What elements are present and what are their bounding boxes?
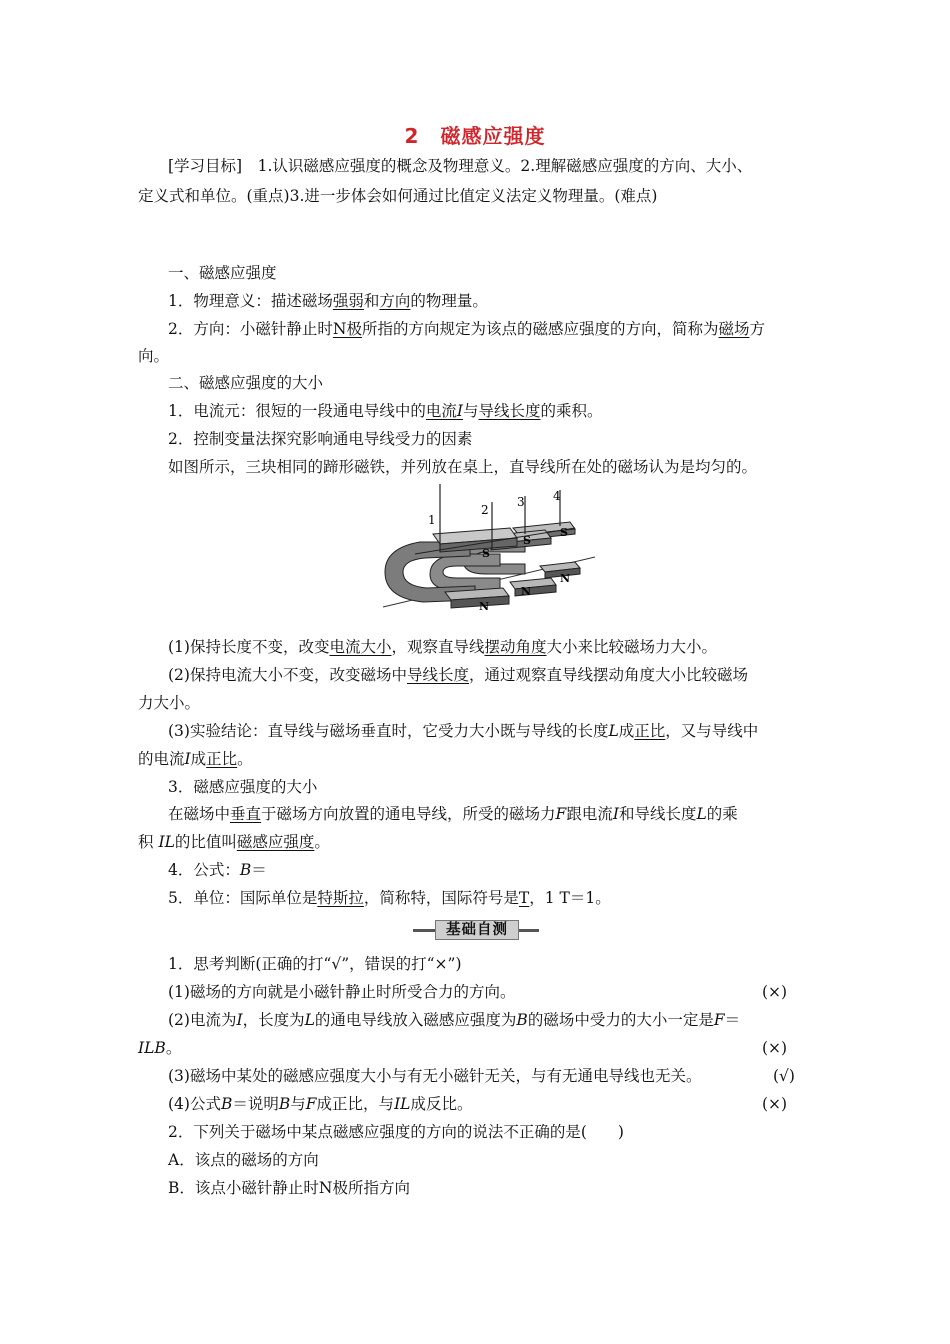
- blank-answer: 垂直: [230, 805, 262, 823]
- objectives-line-2: 定义式和单位。(重点)3.进一步体会如何通过比值定义法定义物理量。(难点): [138, 187, 658, 205]
- text: 方: [749, 320, 765, 338]
- question-2: 2．下列关于磁场中某点磁感应强度的方向的说法不正确的是( ): [168, 1123, 624, 1141]
- text: 的磁场中受力的大小一定是: [527, 1011, 714, 1029]
- current-element: [168, 400, 603, 422]
- text: 。: [165, 1039, 182, 1057]
- judgement-2: [168, 1009, 740, 1031]
- symbol: B: [239, 861, 252, 879]
- section-1-heading: 一、磁感应强度: [168, 264, 277, 282]
- objectives-label: [学习目标]: [168, 157, 243, 175]
- option-a: A．该点的磁场的方向: [168, 1151, 319, 1169]
- text: (2)电流为: [168, 1011, 237, 1029]
- magnitude-definition: [168, 803, 738, 825]
- text: ＝: [251, 861, 267, 879]
- blank-answer: 电流大小: [329, 638, 392, 656]
- magnitude-definition-cont: [138, 831, 330, 853]
- blank-answer: 方向: [379, 292, 411, 310]
- text: ，简称特，国际符号是: [363, 889, 519, 907]
- pole-s-2: S: [523, 534, 531, 547]
- control-variable-heading: 2．控制变量法探究影响通电导线受力的因素: [168, 430, 473, 448]
- step-3: [168, 720, 758, 742]
- text: 成: [190, 750, 207, 768]
- text: (3)实验结论：直导线与磁场垂直时，它受力大小既与导线的长度: [168, 722, 609, 740]
- magnet-experiment-figure: [375, 482, 605, 612]
- blank-answer: 特斯拉: [317, 889, 364, 907]
- pole-n-1: N: [479, 600, 490, 612]
- text: 的电流: [138, 750, 185, 768]
- direction-definition: [168, 318, 765, 340]
- step-3-cont: [138, 748, 253, 770]
- blank-answer: 磁场: [718, 320, 750, 338]
- step-2-cont: 力大小。: [138, 694, 201, 712]
- symbol: B: [278, 1095, 291, 1113]
- blank-answer: 强弱: [332, 292, 364, 310]
- text: 跟电流: [566, 805, 613, 823]
- text: 1．电流元：很短的一段通电导线中的: [168, 402, 426, 420]
- text: 于磁场方向放置的通电导线，所受的磁场力: [261, 805, 556, 823]
- text: 成反比。: [410, 1095, 473, 1113]
- text: 和: [363, 292, 380, 310]
- text: 2．方向：小磁针静止时: [168, 320, 333, 338]
- direction-definition-cont: 向。: [138, 347, 170, 365]
- text: 的物理量。: [410, 292, 488, 310]
- text: 积: [138, 833, 154, 851]
- text: (1)保持长度不变，改变: [168, 638, 330, 656]
- symbol: B: [516, 1011, 528, 1029]
- objectives-line-1: [168, 155, 752, 177]
- symbol: I: [236, 1011, 243, 1029]
- text: ，又与导线中: [665, 722, 759, 740]
- text: ，长度为: [242, 1011, 305, 1029]
- judgement-1-answer: (×): [762, 983, 788, 1001]
- judgement-4: [168, 1093, 473, 1115]
- blank-answer: 导线长度: [406, 666, 469, 684]
- text: 成: [618, 722, 635, 740]
- symbol: F: [555, 805, 567, 823]
- text: 和导线长度: [618, 805, 697, 823]
- blank-answer: 磁感应强度: [236, 833, 315, 851]
- section-banner: [413, 919, 539, 941]
- label-2: 2: [481, 503, 489, 517]
- section-2-heading: 二、磁感应强度的大小: [168, 374, 324, 392]
- text: 与: [463, 402, 479, 420]
- blank-answer: 摆动角度: [484, 638, 547, 656]
- banner-bar-left: [413, 929, 435, 932]
- symbol: L: [608, 722, 619, 740]
- text: (4)公式: [168, 1095, 221, 1113]
- judgement-2-cont: [138, 1037, 181, 1059]
- judgement-3: (3)磁场中某处的磁感应强度大小与有无小磁针无关，与有无通电导线也无关。: [168, 1067, 702, 1085]
- text: (2)保持电流大小不变，改变磁场中: [168, 666, 407, 684]
- text: ，通过观察直导线摆动角度大小比较磁场: [468, 666, 748, 684]
- symbol: I: [184, 750, 191, 768]
- formula: [168, 859, 267, 881]
- blank-answer: N极: [332, 320, 362, 338]
- symbol: ILB: [138, 1039, 166, 1057]
- text: 大小来比较磁场力大小。: [546, 638, 718, 656]
- label-3: 3: [517, 495, 525, 509]
- page-title: 2 磁感应强度: [404, 124, 546, 148]
- text: 的乘积。: [540, 402, 603, 420]
- magnitude-heading: 3．磁感应强度的大小: [168, 778, 318, 796]
- text: 5．单位：国际单位是: [168, 889, 318, 907]
- text: 4．公式：: [168, 861, 240, 879]
- question-1: 1．思考判断(正确的打“√”，错误的打“×”): [168, 955, 462, 973]
- judgement-3-answer: (√): [773, 1067, 795, 1085]
- figure-intro: 如图所示，三块相同的蹄形磁铁，并列放在桌上，直导线所在处的磁场认为是均匀的。: [168, 458, 758, 476]
- banner-bar-right: [517, 929, 539, 932]
- text: 。: [314, 833, 330, 851]
- blank-answer: T: [518, 889, 530, 907]
- blank-answer: [426, 402, 463, 420]
- text: 成正比，与: [316, 1095, 395, 1113]
- label-1: 1: [428, 513, 436, 527]
- pole-n-3: N: [560, 572, 571, 585]
- step-1: [168, 636, 717, 658]
- step-2: [168, 664, 748, 686]
- symbol: F: [305, 1095, 317, 1113]
- judgement-2-answer: (×): [762, 1039, 788, 1057]
- text: 电流: [425, 402, 457, 420]
- blank-answer: 正比: [206, 750, 238, 768]
- blank-answer: 导线长度: [478, 402, 541, 420]
- symbol: L: [304, 1011, 315, 1029]
- label-4: 4: [553, 489, 561, 503]
- text: 的比值叫: [174, 833, 237, 851]
- blank-answer: 正比: [634, 722, 666, 740]
- physical-meaning: [168, 290, 488, 312]
- judgement-1: (1)磁场的方向就是小磁针静止时所受合力的方向。: [168, 983, 516, 1001]
- text: 与: [290, 1095, 306, 1113]
- text: 。: [237, 750, 253, 768]
- text: 1．物理意义：描述磁场: [168, 292, 333, 310]
- objectives-text-1: 1.认识磁感应强度的概念及物理意义。2.理解磁感应强度的方向、大小、: [257, 157, 753, 175]
- symbol: L: [696, 805, 707, 823]
- symbol: I: [612, 805, 619, 823]
- text: 的通电导线放入磁感应强度为: [314, 1011, 517, 1029]
- symbol: I: [456, 402, 464, 420]
- text: 的乘: [706, 805, 738, 823]
- judgement-4-answer: (×): [762, 1095, 788, 1113]
- symbol: F: [713, 1011, 725, 1029]
- symbol: IL: [158, 833, 175, 851]
- text: ＝: [724, 1011, 741, 1029]
- pole-s-3: S: [560, 526, 568, 539]
- symbol: B: [220, 1095, 233, 1113]
- text: ，1 T＝1。: [529, 889, 611, 907]
- pole-s-1: S: [482, 547, 490, 560]
- text: ，观察直导线: [391, 638, 485, 656]
- text: 在磁场中: [168, 805, 231, 823]
- banner-label: 基础自测: [435, 920, 519, 940]
- symbol: IL: [394, 1095, 411, 1113]
- pole-n-2: N: [521, 585, 532, 598]
- text: 所指的方向规定为该点的磁感应强度的方向，简称为: [361, 320, 719, 338]
- unit: [168, 887, 611, 909]
- option-b: B．该点小磁针静止时N极所指方向: [168, 1179, 410, 1197]
- text: ＝说明: [232, 1095, 279, 1113]
